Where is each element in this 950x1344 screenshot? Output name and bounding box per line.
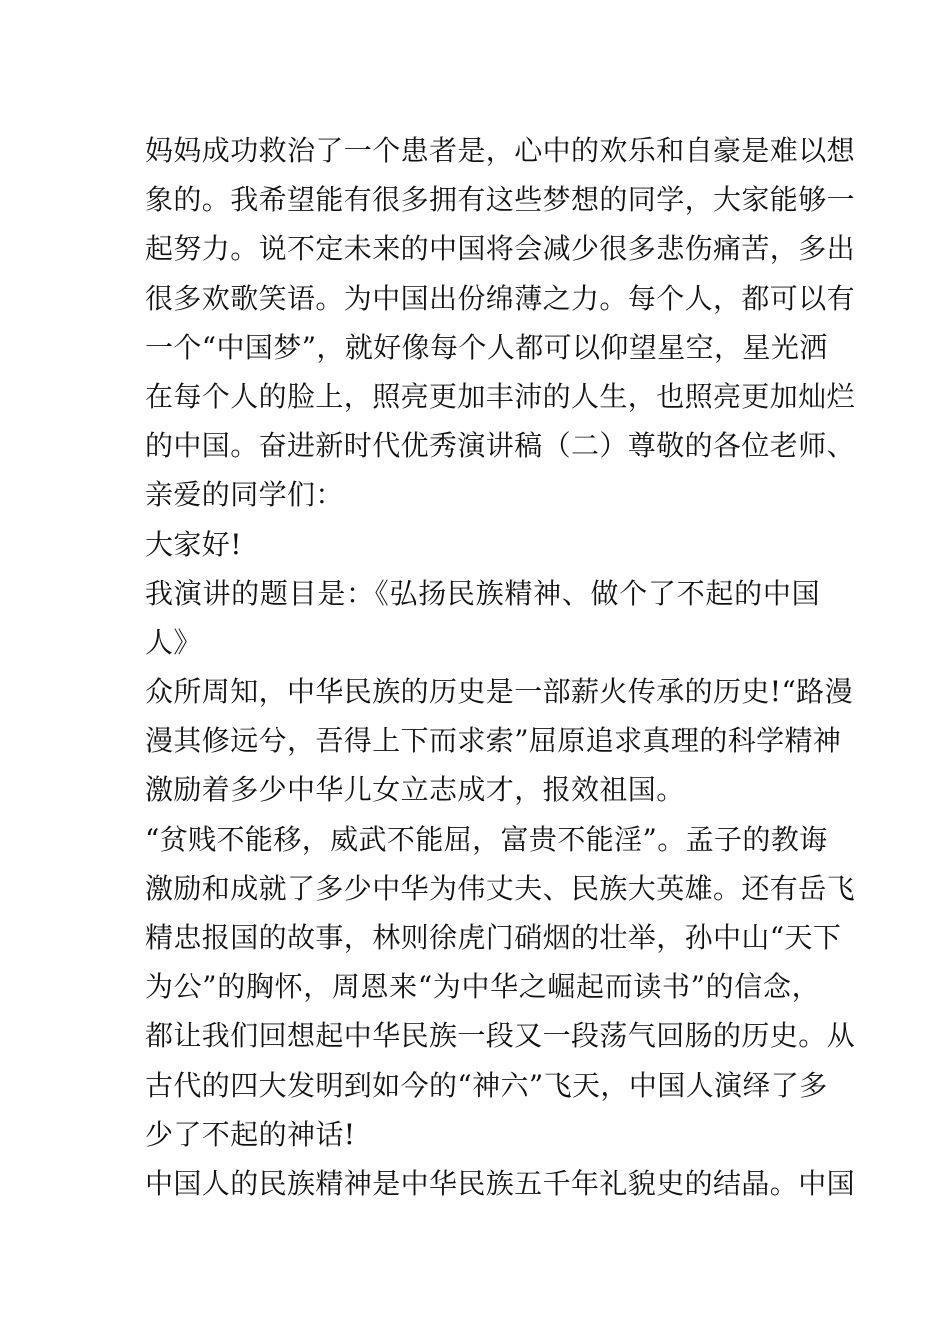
text-line: 众所周知，中华民族的历史是一部薪火传承的历史!“路漫 bbox=[145, 675, 853, 709]
text-line: 亲爱的同学们： bbox=[145, 478, 344, 512]
text-line: 精忠报国的故事，林则徐虎门硝烟的壮举，孙中山“天下 bbox=[145, 921, 842, 954]
text-line: 一个“中国梦”，就好像每个人都可以仰望星空，星光洒 bbox=[145, 330, 828, 364]
text-line: 为公”的胸怀，周恩来“为中华之崛起而读书”的信念， bbox=[145, 970, 820, 1004]
text-line: 古代的四大发明到如今的“神六”飞天，中国人演绎了多 bbox=[145, 1068, 828, 1102]
text-line: 象的。我希望能有很多拥有这些梦想的同学，大家能够一 bbox=[145, 183, 856, 217]
text-line: 很多欢歌笑语。为中国出份绵薄之力。每个人，都可以有 bbox=[145, 281, 856, 315]
text-line: 激励着多少中华儿女立志成才，报效祖国。 bbox=[145, 773, 685, 807]
text-line: 都让我们回想起中华民族一段又一段荡气回肠的历史。从 bbox=[145, 1019, 856, 1053]
text-line: 人》 bbox=[145, 625, 202, 659]
text-line: 的中国。奋进新时代优秀演讲稿（二）尊敬的各位老师、 bbox=[145, 429, 856, 463]
text-line: 起努力。说不定未来的中国将会减少很多悲伤痛苦，多出 bbox=[145, 232, 856, 266]
text-line: 大家好! bbox=[145, 527, 242, 561]
text-line: 漫其修远兮，吾得上下而求索”屈原追求真理的科学精神 bbox=[145, 724, 842, 758]
text-line: 在每个人的脸上，照亮更加丰沛的人生，也照亮更加灿烂 bbox=[145, 379, 856, 413]
text-line: “贫贱不能移，威武不能屈，富贵不能淫”。孟子的教诲 bbox=[145, 822, 828, 856]
text-line: 中国人的民族精神是中华民族五千年礼貌史的结晶。中国 bbox=[145, 1166, 856, 1200]
text-line: 少了不起的神话! bbox=[145, 1117, 356, 1151]
text-line: 激励和成就了多少中华为伟丈夫、民族大英雄。还有岳飞 bbox=[145, 871, 856, 905]
text-line: 我演讲的题目是：《弘扬民族精神、做个了不起的中国 bbox=[145, 576, 820, 610]
text-line: 妈妈成功救治了一个患者是，心中的欢乐和自豪是难以想 bbox=[145, 134, 856, 167]
document-text-body bbox=[145, 126, 856, 1208]
